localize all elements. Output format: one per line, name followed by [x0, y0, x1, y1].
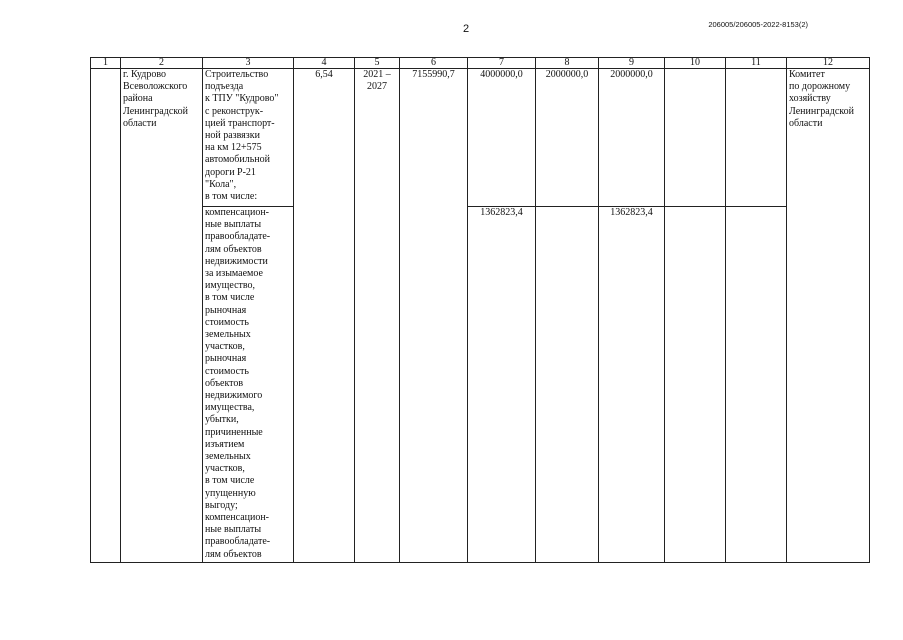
location-cell: г. Кудрово Всеволожского района Ленинградской области: [121, 69, 203, 563]
total-cost-cell: 7155990,7: [400, 69, 468, 563]
amount-col10-cell: [665, 207, 726, 563]
column-number: 11: [726, 58, 787, 69]
table-row: [91, 69, 870, 207]
column-number: 2: [121, 58, 203, 69]
column-number: 6: [400, 58, 468, 69]
amount-col9-cell: 1362823,4: [599, 207, 665, 563]
page-number: 2: [463, 23, 470, 35]
column-number: 4: [294, 58, 355, 69]
column-number: 5: [355, 58, 400, 69]
amount-col10-cell: [665, 69, 726, 207]
amount-col8-cell: [536, 207, 599, 563]
table-row: [91, 207, 870, 563]
amount-col11-cell: [726, 207, 787, 563]
column-number: 7: [468, 58, 536, 69]
amount-col11-cell: [726, 69, 787, 207]
column-number: 12: [787, 58, 870, 69]
column-number: 8: [536, 58, 599, 69]
column-number: 10: [665, 58, 726, 69]
amount-col7-cell: 4000000,0: [468, 69, 536, 207]
description-cell: Строительство подъезда к ТПУ "Кудрово" с реконструк- цией транспорт- ной развязки на км 12+575 автомобильной дороги Р-21 "Кола", в том числе:: [203, 69, 294, 207]
column-number: 9: [599, 58, 665, 69]
amount-col8-cell: 2000000,0: [536, 69, 599, 207]
column-number: 1: [91, 58, 121, 69]
period-cell: 2021 – 2027: [355, 69, 400, 563]
column-number: 3: [203, 58, 294, 69]
budget-table: [90, 57, 870, 563]
amount-col9-cell: 2000000,0: [599, 69, 665, 207]
column-number-row: [91, 58, 870, 69]
responsible-cell: Комитет по дорожному хозяйству Ленинградской области: [787, 69, 870, 563]
row-index-cell: [91, 69, 121, 563]
document-reference: 206005/206005-2022-8153(2): [708, 20, 808, 29]
amount-col7-cell: 1362823,4: [468, 207, 536, 563]
length-cell: 6,54: [294, 69, 355, 563]
description-cell: компенсацион- ные выплаты правообладате- лям объектов недвижимости за изымаемое имущество, в том числе рыночная стоимость земельных участков, рыночная стоимость объектов недвижимого имущества, убытки, причиненные изъятием земельных участков, в том числе упущенную выгоду; компенсацион- ные выплаты правообладате- лям объектов: [203, 207, 294, 563]
